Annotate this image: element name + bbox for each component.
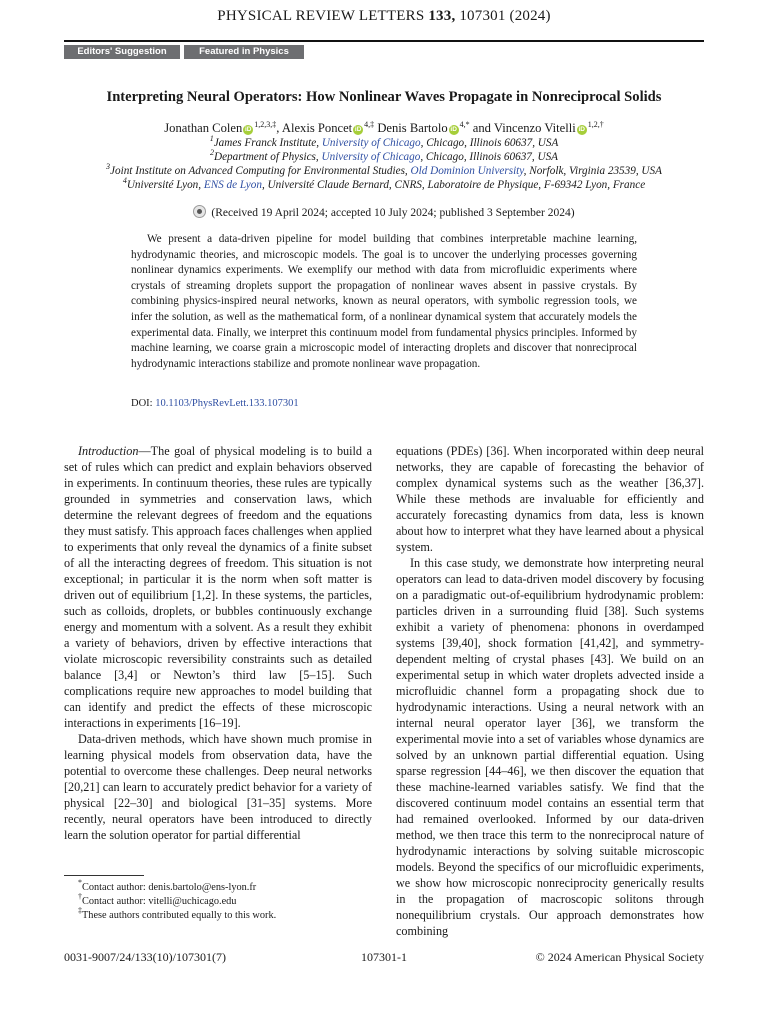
- doi-label: DOI:: [131, 398, 153, 409]
- featured-in-physics-badge[interactable]: Featured in Physics: [184, 45, 304, 59]
- affiliation-link[interactable]: University of Chicago: [321, 151, 421, 163]
- abstract: We present a data-driven pipeline for model building that combines interpretable machine learning, hydrodynamic theories, and microscopic models. The goal is to uncover the underlying processes governing nonlinear dynamics experiments. We exemplify our method with data from microfluidic experiments where crystals of streaming droplets support the propagation of nonlinear waves absent in passive crystals. By combining physics-inspired neural networks, known as neural operators, with symbolic regression tools, we infer the solution, as well as the mathematical form, of a nonlinear dynamical system that accurately models the experimental data. Finally, we interpret this continuum model from fundamental physics principles. Informed by machine learning, we coarse grain a microscopic model of interacting droplets and discover that nonreciprocal hydrodynamic interactions stabilize and promote nonlinear wave propagation.: [131, 233, 637, 370]
- author-affiliation-marks: 4,‡: [364, 120, 375, 129]
- journal-volume: 133,: [428, 8, 456, 24]
- body-column-left: [64, 443, 372, 843]
- footnotes: [78, 878, 378, 923]
- footnote: †Contact author: vitelli@uchicago.edu: [78, 892, 237, 907]
- header-rule: [64, 40, 704, 42]
- orcid-icon[interactable]: iD: [450, 126, 457, 133]
- author-name[interactable]: Alexis Poncet: [281, 121, 353, 135]
- footnote: ‡These authors contributed equally to this work.: [78, 906, 277, 921]
- paper-title: Interpreting Neural Operators: How Nonlinear Waves Propagate in Nonreciprocal Solids: [106, 89, 662, 105]
- orcid-icon[interactable]: iD: [354, 126, 362, 133]
- editors-suggestion-badge[interactable]: Editors' Suggestion: [64, 45, 180, 59]
- journal-name: PHYSICAL REVIEW LETTERS: [217, 8, 425, 24]
- paragraph: In this case study, we demonstrate how interpreting neural operators can lead to data-driven model discovery by focusing on a paradigmatic out-of-equilibrium hydrodynamic problem: particles driven in a surrounding fluid [38]. Such systems exhibit a variety of phenomena: phonons in overdamped systems [39,40], shock formation [41,42], and symmetry-dependent melting of crystal phases [43]. We build on an experimental setup in which water droplets advected inside a microfluidic channel form a propagating shock due to hydrodynamic interactions. Using a neural network with an internal neural operator layer [36], we transform the experimental movie into a set of variables whose dynamics are solved by an unknown partial differential equation. Using sparse regression [44–46], we then discover the equation that these machine-learned variables satisfy. We find that the discovered continuum model contains an essential term that had remained overlooked. Informed by our data-driven method, we then trace this term to the nonreciprocal nature of hydrodynamic interactions by solving suitable microscopic models. Beyond the specifics of our microfluidic experiments, we show how microscopic nonreciprocity generically results in the propagation of macroscopic solitons through nonequilibrium crystals. Our approach demonstrates how combining: [396, 556, 704, 938]
- paragraph: Data-driven methods, which have shown much promise in learning physical models from observation data, have the potential to overcome these challenges. Deep neural networks [20,21] can learn to accurately predict behavior for a variety of physical [22–30] and biological [31–35] systems. More recently, neural operators have been introduced to directly learn the solution operator for partial differential: [64, 732, 372, 842]
- check-for-updates-icon[interactable]: [193, 205, 206, 218]
- author-list: Jonathan Colen $iD^{1,2,3,\ddagger}$, Alexis Poncet $iD^{4,\ddagger}$ Denis Bartolo $iD^{4,*}$ and Vincenzo Vitelli $iD^{1,2,\dagger}$: [164, 120, 604, 135]
- section-heading: Introduction: [78, 444, 139, 458]
- paragraph: Introduction—The goal of physical modeling is to build a set of rules which can predict and explain behaviors observed in experiments. In continuum theories, these rules are typically grounded in symmetries and conservation laws, which determine the relevant degrees of freedom and the equations they must satisfy. This approach faces challenges when applied to experiments that only reveal the dynamics of a finite subset of all the interacting degrees of freedom. This situation is not exceptional; in particular it is the norm when soft matter is driven out of equilibrium [1,2]. In these systems, the particles, such as colloids, droplets, or bubbles continuously exchange energy and momentum with a solvent. As a result they exhibit a variety of behaviors, driven by effective interactions that violate microscopic reversibility constraints such as detailed balance [3,4] or Newton’s third law [5–15]. Such complications require new approaches to model building that can identify and predict the effects of these microscopic interactions in experiments [16–19].: [64, 444, 372, 730]
- author-affiliation-marks: 1,2,†: [587, 120, 604, 129]
- footer-copyright: © 2024 American Physical Society: [535, 950, 704, 964]
- author-affiliation-marks: 1,2,3,‡: [254, 120, 277, 129]
- article-number: 107301 (2024): [459, 8, 551, 24]
- paragraph: equations (PDEs) [36]. When incorporated within deep neural networks, they are capable of forecasting the behavior of complex dynamical systems such as the weather [36,37]. While these methods are invaluable for efficiently and accurately forecasting dynamics from data, less is known about how to interpret what they have learned about a physical system.: [396, 444, 704, 554]
- author-affiliation-marks: 4,*: [459, 120, 470, 129]
- footer-issn: 0031-9007/24/133(10)/107301(7): [64, 950, 226, 964]
- affiliation: $^1$James Franck Institute, University of Chicago, Chicago, Illinois 60637, USA: [209, 134, 559, 149]
- affiliation: $^2$Department of Physics, University of Chicago, Chicago, Illinois 60637, USA: [210, 148, 558, 163]
- affiliation-link[interactable]: Old Dominion University: [410, 165, 524, 177]
- doi: [131, 398, 637, 409]
- affiliation-link[interactable]: ENS de Lyon: [203, 179, 262, 191]
- body-column-right: [396, 443, 704, 939]
- affiliation-link[interactable]: University of Chicago: [321, 137, 421, 149]
- journal-header: [0, 8, 768, 25]
- author-name[interactable]: Jonathan Colen: [164, 121, 243, 135]
- orcid-icon[interactable]: iD: [578, 126, 585, 133]
- received-dates: (Received 19 April 2024; accepted 10 July 2024; published 3 September 2024): [64, 205, 704, 219]
- author-name[interactable]: Denis Bartolo: [377, 121, 448, 135]
- footnote: *Contact author: denis.bartolo@ens-lyon.fr: [78, 878, 257, 893]
- affiliation: $^4$Université Lyon, ENS de Lyon, Université Claude Bernard, CNRS, Laboratoire de Physique, F-69342 Lyon, France: [122, 176, 646, 191]
- author-name[interactable]: Vincenzo Vitelli: [493, 121, 576, 135]
- affiliation: $^3$Joint Institute on Advanced Computing for Environmental Studies, Old Dominion University, Norfolk, Virginia 23539, USA: [106, 162, 662, 177]
- footnote-rule: [64, 875, 144, 876]
- orcid-icon[interactable]: iD: [245, 126, 252, 133]
- footer-page-number: 107301-1: [361, 950, 407, 964]
- doi-link[interactable]: 10.1103/PhysRevLett.133.107301: [155, 398, 299, 409]
